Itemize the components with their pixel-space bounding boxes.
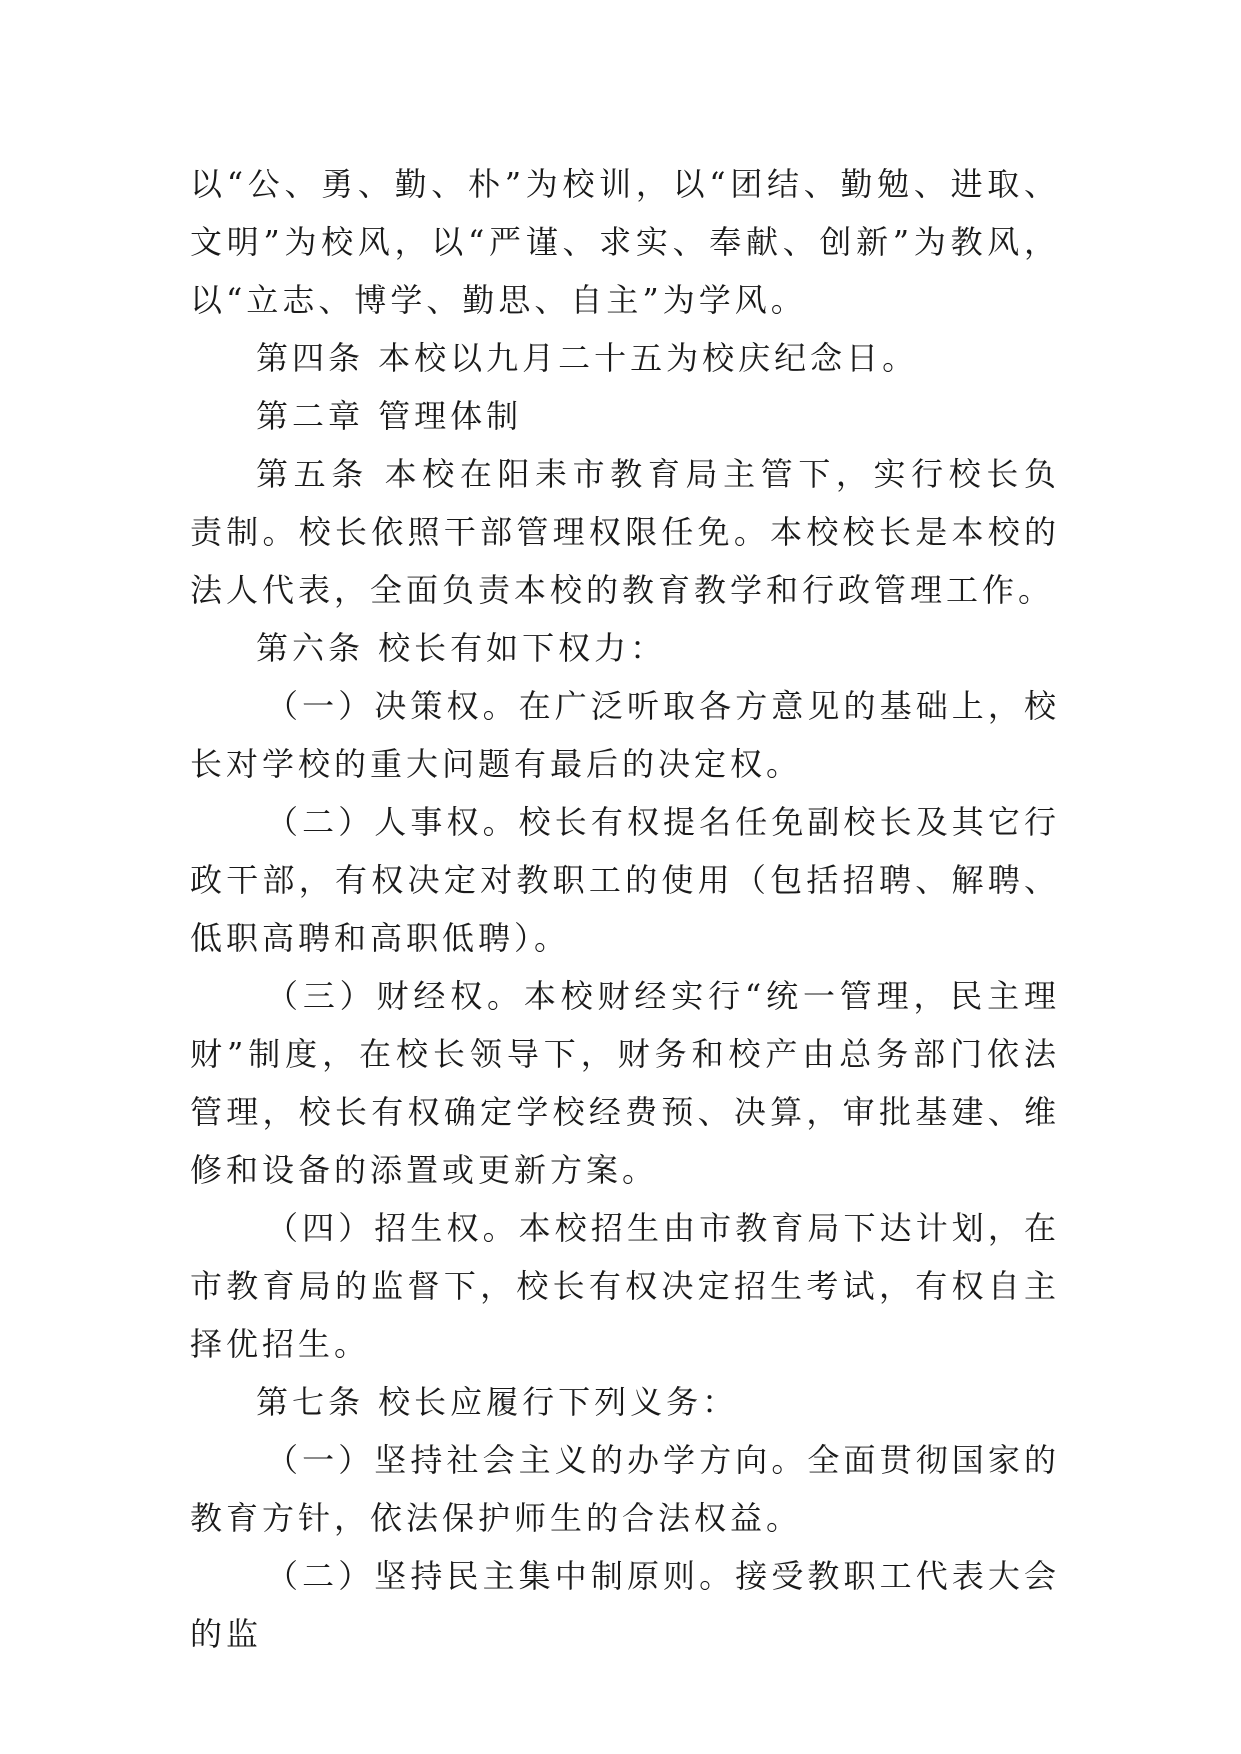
paragraph-article-4: 第四条 本校以九月二十五为校庆纪念日。 <box>256 339 919 377</box>
paragraph-enrollment-power: （四）招生权。本校招生由市教育局下达计划，在市教育局的监督下，校长有权决定招生考试，有权自主择优招生。 <box>190 1209 1060 1363</box>
paragraph-finance-power: （三）财经权。本校财经实行“统一管理，民主理财”制度，在校长领导下，财务和校产由总务部门依法管理，校长有权确定学校经费预、决算，审批基建、维修和设备的添置或更新方案。 <box>190 977 1060 1189</box>
paragraph-article-6: 第六条 校长有如下权力： <box>256 629 667 667</box>
document-body <box>190 155 1060 1663</box>
paragraph-decision-power: （一）决策权。在广泛听取各方意见的基础上，校长对学校的重大问题有最后的决定权。 <box>190 687 1060 783</box>
paragraph-article-7: 第七条 校长应履行下列义务： <box>256 1383 739 1421</box>
paragraph-article-5: 第五条 本校在阳耒市教育局主管下，实行校长负责制。校长依照干部管理权限任免。本校校长是本校的法人代表，全面负责本校的教育教学和行政管理工作。 <box>190 455 1060 609</box>
paragraph-school-motto: 以“公、勇、勤、朴”为校训，以“团结、勤勉、进取、文明”为校风，以“严谨、求实、奉献、创新”为教风，以“立志、博学、勤思、自主”为学风。 <box>190 165 1060 319</box>
chapter-2-heading: 第二章 管理体制 <box>256 397 523 435</box>
paragraph-duty-2: （二）坚持民主集中制原则。接受教职工代表大会的监 <box>190 1557 1060 1653</box>
paragraph-duty-1: （一）坚持社会主义的办学方向。全面贯彻国家的教育方针，依法保护师生的合法权益。 <box>190 1441 1060 1537</box>
paragraph-personnel-power: （二）人事权。校长有权提名任免副校长及其它行政干部，有权决定对教职工的使用（包括招聘、解聘、低职高聘和高职低聘）。 <box>190 803 1060 957</box>
